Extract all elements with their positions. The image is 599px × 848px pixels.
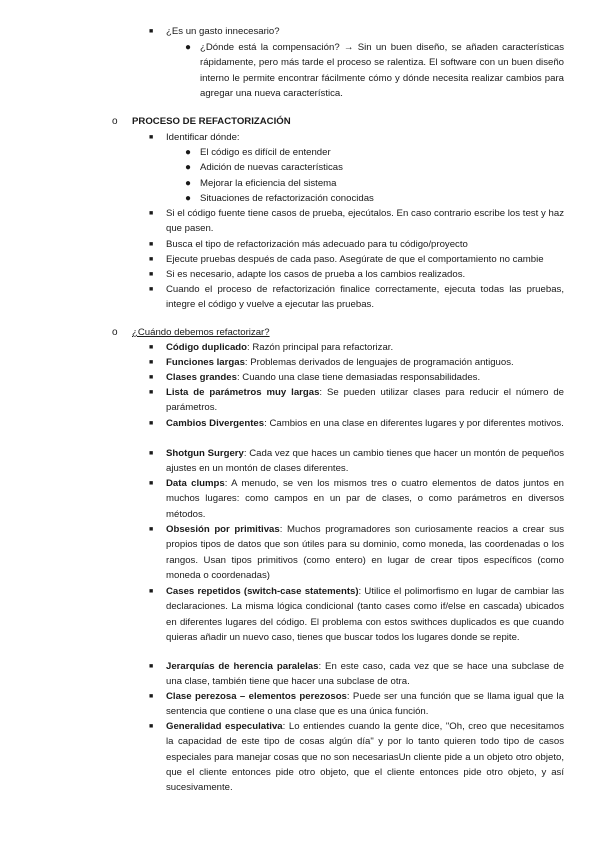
- square-bullet-icon: ■: [149, 389, 154, 396]
- list-item: ¿Es un gasto innecesario?: [166, 26, 280, 37]
- list-item: Funciones largas: Problemas derivados de lenguajes de programación antiguos.: [166, 357, 514, 368]
- square-bullet-icon: ■: [149, 420, 154, 427]
- list-item: Mejorar la eficiencia del sistema: [200, 178, 337, 189]
- square-bullet-icon: ■: [149, 663, 154, 670]
- list-item: Adición de nuevas características: [200, 162, 343, 173]
- list-item: Identificar dónde:: [166, 132, 240, 143]
- square-bullet-icon: ■: [149, 210, 154, 217]
- section-heading: PROCESO DE REFACTORIZACIÓN: [132, 116, 291, 127]
- square-bullet-icon: ■: [149, 256, 154, 263]
- list-item: Busca el tipo de refactorización más adecuado para tu código/proyecto: [166, 239, 468, 250]
- dot-bullet-icon: ●: [185, 193, 192, 204]
- square-bullet-icon: ■: [149, 134, 154, 141]
- square-bullet-icon: ■: [149, 286, 154, 293]
- dot-bullet-icon: ●: [185, 178, 192, 189]
- list-item: Si es necesario, adapte los casos de prueba a los cambios realizados.: [166, 269, 466, 280]
- square-bullet-icon: ■: [149, 526, 154, 533]
- list-item: ¿Dónde está la compensación? → Sin un buen diseño, se añaden características rápidamente, pero más tarde el proceso se ralentiza. El software con un buen diseño interno le permite encontrar fácilmente cómo y dónde necesita realizar cambios para agregar una nueva característica.: [200, 42, 564, 99]
- list-item: Código duplicado: Razón principal para refactorizar.: [166, 342, 394, 353]
- dot-bullet-icon: ●: [185, 162, 192, 173]
- square-bullet-icon: ■: [149, 723, 154, 730]
- circle-bullet-icon: o: [112, 327, 118, 338]
- list-item: Clases grandes: Cuando una clase tiene demasiadas responsabilidades.: [166, 372, 481, 383]
- square-bullet-icon: ■: [149, 359, 154, 366]
- square-bullet-icon: ■: [149, 344, 154, 351]
- dot-bullet-icon: ●: [185, 42, 192, 53]
- list-item: Situaciones de refactorización conocidas: [200, 193, 374, 204]
- list-item: Shotgun Surgery: Cada vez que haces un cambio tienes que hacer un montón de pequeños ajustes en un montón de clases diferentes.: [166, 448, 564, 475]
- list-item: Cuando el proceso de refactorización finalice correctamente, ejecuta todas las pruebas, integre el código y vuelve a ejecutar las pruebas.: [166, 284, 564, 311]
- square-bullet-icon: ■: [149, 693, 154, 700]
- square-bullet-icon: ■: [149, 588, 154, 595]
- dot-bullet-icon: ●: [185, 147, 192, 158]
- square-bullet-icon: ■: [149, 241, 154, 248]
- list-item: Cases repetidos (switch-case statements): Utilice el polimorfismo en lugar de cambiar las declaraciones. La misma lógica condicional (tanto cases como if/else en cascada) ubicados en diferentes lugares del código. El problema con estos swithces duplicados es que cuando quieras añadir un nuevo caso, tienes que buscar todos los lugares donde se repite.: [166, 586, 564, 643]
- list-item: Clase perezosa – elementos perezosos: Puede ser una función que se llama igual que la sentencia que contiene o una clase que es una única función.: [166, 691, 564, 718]
- list-item: Ejecute pruebas después de cada paso. Asegúrate de que el comportamiento no cambie: [166, 254, 544, 265]
- list-item: Cambios Divergentes: Cambios en una clase en diferentes lugares y por diferentes motivos.: [166, 418, 564, 429]
- list-item: Si el código fuente tiene casos de prueba, ejecútalos. En caso contrario escribe los test y haz que pasen.: [166, 208, 564, 235]
- square-bullet-icon: ■: [149, 480, 154, 487]
- square-bullet-icon: ■: [149, 28, 154, 35]
- circle-bullet-icon: o: [112, 116, 118, 127]
- square-bullet-icon: ■: [149, 450, 154, 457]
- section-heading: ¿Cuándo debemos refactorizar?: [132, 327, 270, 338]
- list-item: El código es difícil de entender: [200, 147, 331, 158]
- square-bullet-icon: ■: [149, 271, 154, 278]
- list-item: Lista de parámetros muy largas: Se pueden utilizar clases para reducir el número de parámetros.: [166, 387, 564, 414]
- list-item: Generalidad especulativa: Lo entiendes cuando la gente dice, "Oh, creo que necesitamos la capacidad de este tipo de cosas algún día" y por lo tanto quieren todo tipo de casos especiales para manejar cosas que no son necesariasUn cliente pide a un objeto otro objeto, que el cliente entonces pide otro objeto, que el cliente entonces pide otro objeto, y así sucesivamente.: [166, 721, 564, 794]
- list-item: Obsesión por primitivas: Muchos programadores son curiosamente reacios a crear sus propios tipos de datos que son útiles para su dominio, como moneda, las coordenadas o los rangos. Usan tipos primitivos (como entero) en lugar de crear tipos específicos (como moneda o coordenadas): [166, 524, 565, 581]
- square-bullet-icon: ■: [149, 374, 154, 381]
- list-item: Data clumps: A menudo, se ven los mismos tres o cuatro elementos de datos juntos en muchos lugares: como campos en un par de clases, o como parámetros en diversos métodos.: [166, 478, 564, 520]
- list-item: Jerarquías de herencia paralelas: En este caso, cada vez que se hace una subclase de una clase, también tiene que hacer una subclase de otra.: [166, 661, 564, 688]
